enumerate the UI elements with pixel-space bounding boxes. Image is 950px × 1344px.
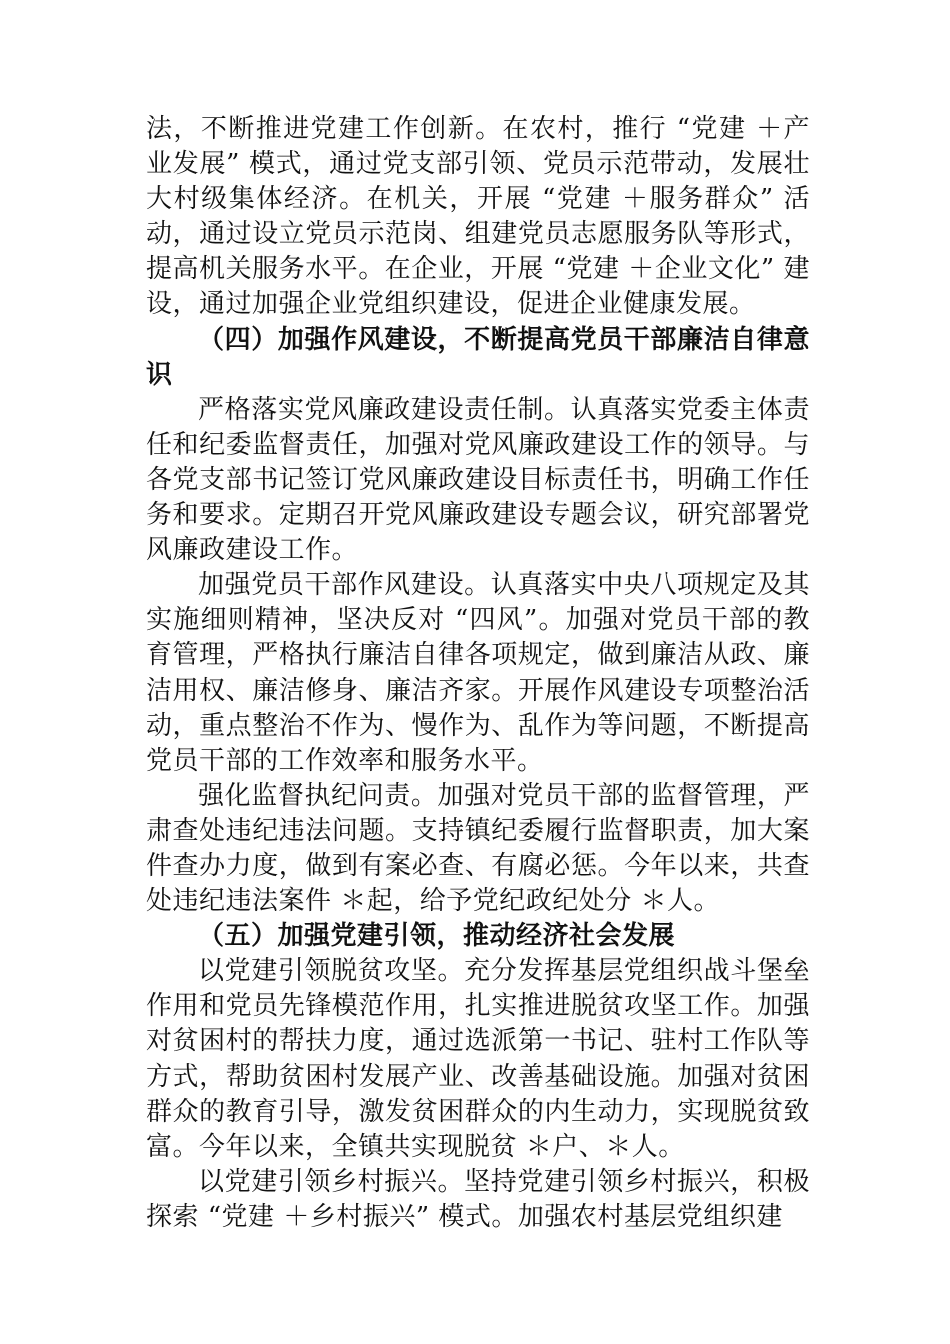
paragraph-supervision-discipline: 强化监督执纪问责。加强对党员干部的监督管理，严肃查处违纪违法问题。支持镇纪委履行监督职责，加大案件查办力度，做到有案必查、有腐必惩。今年以来，共查处违纪违法案件 ＊起，给予党纪政纪处分 ＊人。: [146, 780, 810, 917]
paragraph-rural-revitalization: 以党建引领乡村振兴。坚持党建引领乡村振兴，积极探索 “党建 ＋乡村振兴” 模式。加强农村基层党组织建: [146, 1166, 810, 1232]
paragraph-poverty-alleviation: 以党建引领脱贫攻坚。充分发挥基层党组织战斗堡垒作用和党员先锋模范作用，扎实推进脱贫攻坚工作。加强对贫困村的帮扶力度，通过选派第一书记、驻村工作队等方式，帮助贫困村发展产业、改善基础设施。加强对贫困群众的教育引导，激发贫困群众的内生动力，实现脱贫致富。今年以来，全镇共实现脱贫 ＊户、＊人。: [146, 956, 810, 1162]
paragraph-continued: 法，不断推进党建工作创新。在农村，推行 “党建 ＋产业发展” 模式，通过党支部引领、党员示范带动，发展壮大村级集体经济。在机关，开展 “党建 ＋服务群众” 活动，通过设立党员示范岗、组建党员志愿服务队等形式，提高机关服务水平。在企业，开展 “党建 ＋企业文化” 建设，通过加强企业党组织建设，促进企业健康发展。: [146, 114, 810, 320]
document-page: [146, 112, 810, 1235]
paragraph-party-conduct-responsibility: 严格落实党风廉政建设责任制。认真落实党委主体责任和纪委监督责任，加强对党风廉政建设工作的领导。与各党支部书记签订党风廉政建设目标责任书，明确工作任务和要求。定期召开党风廉政建设专题会议，研究部署党风廉政建设工作。: [146, 394, 810, 566]
paragraph-cadre-conduct: 加强党员干部作风建设。认真落实中央八项规定及其实施细则精神，坚决反对 “四风”。加强对党员干部的教育管理，严格执行廉洁自律各项规定，做到廉洁从政、廉洁用权、廉洁修身、廉洁齐家。开展作风建设专项整治活动，重点整治不作为、慢作为、乱作为等问题，不断提高党员干部的工作效率和服务水平。: [146, 570, 810, 776]
section-heading-4: （四）加强作风建设，不断提高党员干部廉洁自律意识: [146, 324, 810, 390]
section-heading-5: （五）加强党建引领，推动经济社会发展: [198, 921, 676, 952]
